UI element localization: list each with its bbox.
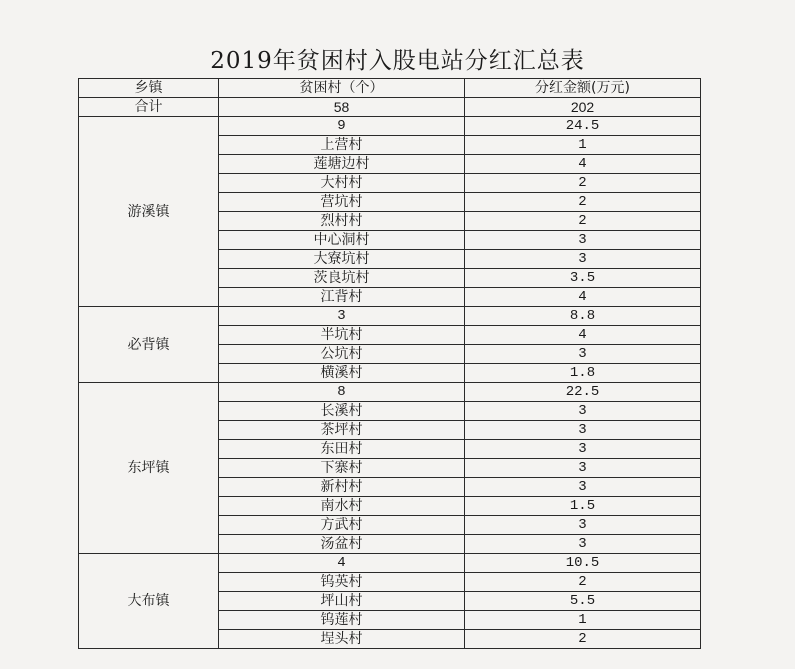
village-name: 茨良坑村: [219, 269, 465, 288]
village-name: 烈村村: [219, 212, 465, 231]
village-name: 方武村: [219, 516, 465, 535]
village-name: 中心洞村: [219, 231, 465, 250]
village-name: 汤盆村: [219, 535, 465, 554]
village-amount: 3: [465, 250, 701, 269]
total-label: 合计: [79, 98, 219, 117]
village-amount: 4: [465, 155, 701, 174]
village-amount: 3: [465, 535, 701, 554]
town-summary-row: [79, 307, 701, 326]
village-amount: 1: [465, 611, 701, 630]
village-amount: 1.8: [465, 364, 701, 383]
town-village-count: 8: [219, 383, 465, 402]
village-name: 坪山村: [219, 592, 465, 611]
total-row: [79, 98, 701, 117]
village-amount: 3: [465, 516, 701, 535]
village-name: 埕头村: [219, 630, 465, 649]
village-name: 横溪村: [219, 364, 465, 383]
village-amount: 3: [465, 440, 701, 459]
town-name: 必背镇: [79, 307, 219, 383]
village-amount: 3.5: [465, 269, 701, 288]
header-town: 乡镇: [79, 79, 219, 98]
town-amount: 10.5: [465, 554, 701, 573]
village-amount: 3: [465, 402, 701, 421]
village-name: 大寮坑村: [219, 250, 465, 269]
village-amount: 2: [465, 573, 701, 592]
village-name: 半坑村: [219, 326, 465, 345]
village-amount: 5.5: [465, 592, 701, 611]
total-amount: 202: [465, 98, 701, 117]
village-name: 江背村: [219, 288, 465, 307]
town-amount: 24.5: [465, 117, 701, 136]
village-name: 营坑村: [219, 193, 465, 212]
town-name: 东坪镇: [79, 383, 219, 554]
total-villages: 58: [219, 98, 465, 117]
village-amount: 3: [465, 421, 701, 440]
village-amount: 3: [465, 231, 701, 250]
village-name: 大村村: [219, 174, 465, 193]
village-name: 茶坪村: [219, 421, 465, 440]
header-villages: 贫困村（个）: [219, 79, 465, 98]
village-amount: 2: [465, 193, 701, 212]
village-name: 下寨村: [219, 459, 465, 478]
town-summary-row: [79, 383, 701, 402]
village-name: 南水村: [219, 497, 465, 516]
village-amount: 3: [465, 459, 701, 478]
town-name: 游溪镇: [79, 117, 219, 307]
village-name: 钨英村: [219, 573, 465, 592]
village-name: 公坑村: [219, 345, 465, 364]
dividend-table: [78, 78, 701, 649]
town-summary-row: [79, 554, 701, 573]
village-amount: 2: [465, 212, 701, 231]
village-amount: 2: [465, 630, 701, 649]
village-amount: 1.5: [465, 497, 701, 516]
village-amount: 4: [465, 326, 701, 345]
village-name: 长溪村: [219, 402, 465, 421]
village-name: 上营村: [219, 136, 465, 155]
town-amount: 8.8: [465, 307, 701, 326]
header-amount: 分红金额(万元): [465, 79, 701, 98]
town-amount: 22.5: [465, 383, 701, 402]
village-name: 新村村: [219, 478, 465, 497]
village-name: 莲塘边村: [219, 155, 465, 174]
village-amount: 1: [465, 136, 701, 155]
town-summary-row: [79, 117, 701, 136]
village-name: 钨莲村: [219, 611, 465, 630]
town-village-count: 4: [219, 554, 465, 573]
village-amount: 3: [465, 478, 701, 497]
header-row: [79, 79, 701, 98]
village-amount: 3: [465, 345, 701, 364]
town-village-count: 9: [219, 117, 465, 136]
village-name: 东田村: [219, 440, 465, 459]
village-amount: 2: [465, 174, 701, 193]
town-village-count: 3: [219, 307, 465, 326]
town-name: 大布镇: [79, 554, 219, 649]
village-amount: 4: [465, 288, 701, 307]
page-title: 2019年贫困村入股电站分红汇总表: [210, 48, 585, 74]
